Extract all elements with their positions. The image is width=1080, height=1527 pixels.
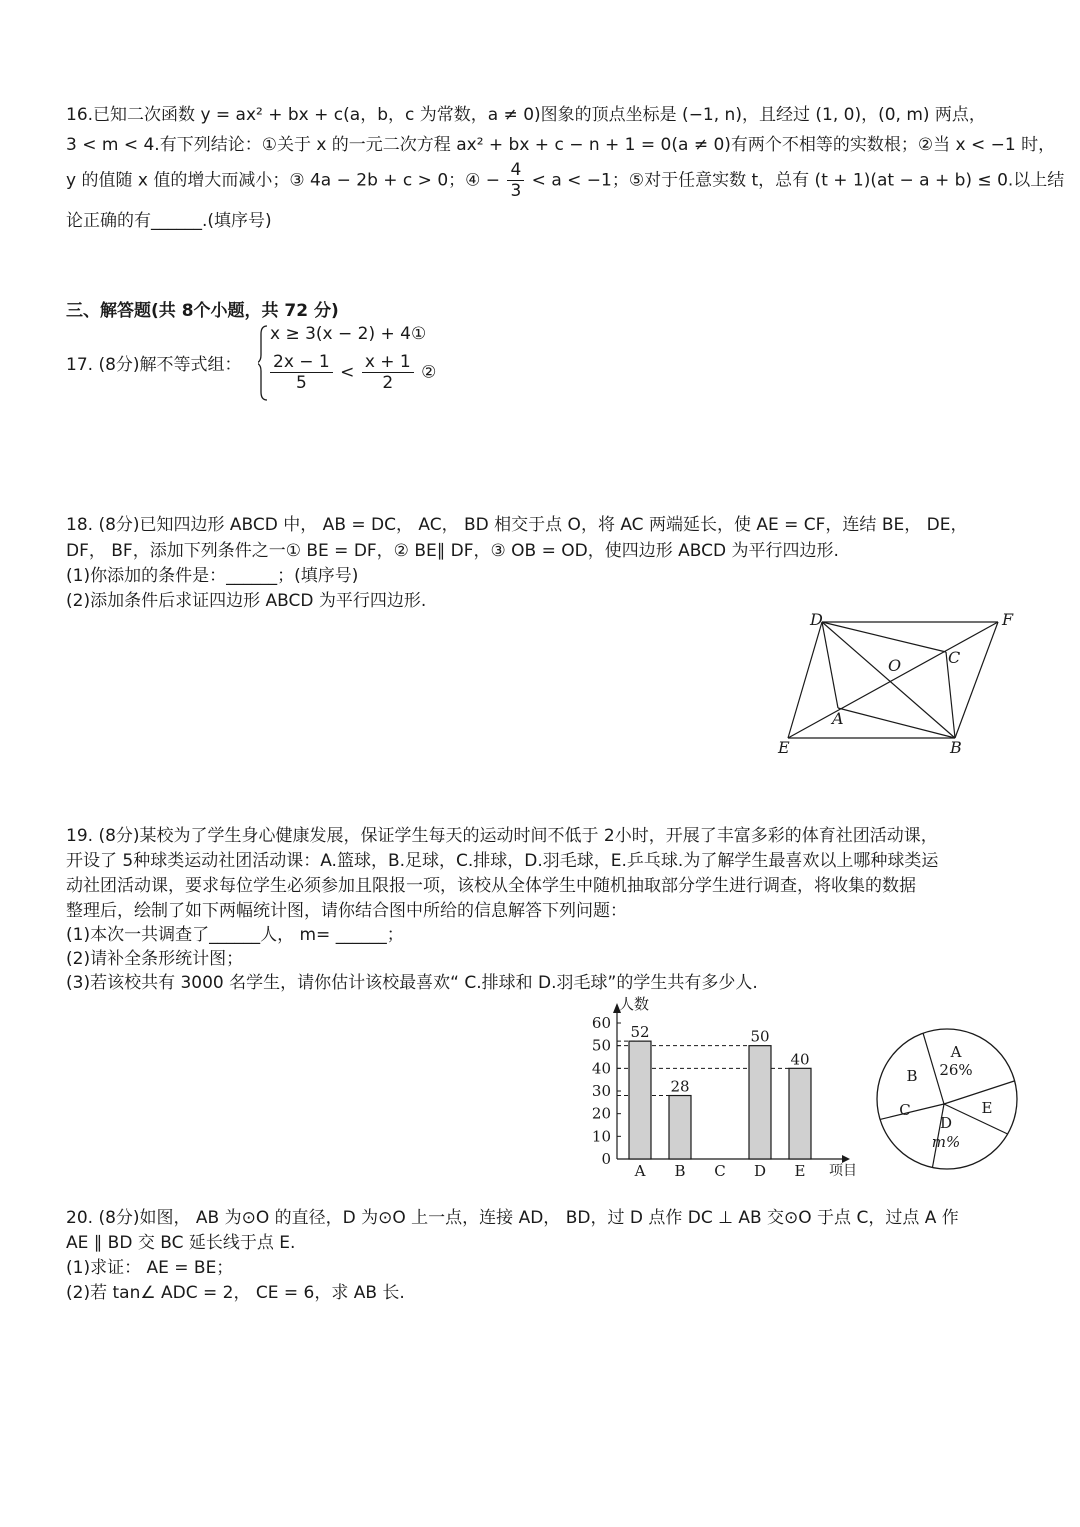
edge-DA: [822, 622, 838, 708]
q19-line4: 整理后，绘制了如下两幅统计图，请你结合图中所给的信息解答下列问题：: [66, 901, 627, 921]
q17-op: <: [340, 362, 355, 383]
label-F: F: [1002, 610, 1014, 629]
q19-line5: (1)本次一共调查了______人， m= ______；: [66, 925, 404, 945]
q17-frac1-num: 2x − 1: [270, 352, 333, 373]
q18-line1: 18. (8分)已知四边形 ABCD 中， AB = DC， AC， BD 相交于点 O，将 AC 两端延长，使 AE = CF，连结 BE， DE，: [66, 515, 968, 535]
x-tick-label: D: [753, 1162, 767, 1180]
q18-line3: (1)你添加的条件是：______；(填序号): [66, 566, 359, 586]
x-tick-label: C: [714, 1162, 726, 1180]
y-axis-title: 人数: [619, 995, 650, 1013]
pie-slice-label-A: A: [950, 1043, 962, 1061]
x-tick-label: B: [674, 1162, 686, 1180]
label-O: O: [888, 656, 902, 675]
pie-slice-value-A: 26%: [939, 1061, 973, 1079]
q16-line1: 16.已知二次函数 y = ax² + bx + c(a，b，c 为常数，a ≠ 0)图象的顶点坐标是 (−1, n)，且经过 (1, 0)，(0, m) 两点，: [66, 105, 986, 125]
label-E: E: [778, 738, 790, 757]
q16-fraction-den: 3: [510, 181, 522, 201]
bar-E: [789, 1068, 811, 1159]
bar-B: [669, 1096, 691, 1159]
y-tick-label: 60: [591, 1014, 611, 1032]
q20-line3: (1)求证： AE = BE；: [66, 1258, 234, 1278]
y-tick-label: 10: [591, 1127, 611, 1146]
q16-fraction: [507, 160, 524, 201]
x-axis-arrow: [842, 1155, 850, 1163]
y-tick-label: 20: [591, 1104, 611, 1123]
q16-line3-part-b: < a < −1；⑤对于任意实数 t，总有 (t + 1)(at − a + b) ≤ 0.以上结: [531, 170, 1065, 191]
q20-line4: (2)若 tan∠ ADC = 2， CE = 6，求 AB 长.: [66, 1283, 405, 1303]
q17-frac1-den: 5: [295, 373, 307, 393]
pie-chart: [870, 1022, 1025, 1177]
y-tick-label: 0: [601, 1150, 611, 1168]
bar-label-E: 40: [790, 1050, 810, 1069]
q17-tag: ②: [421, 362, 437, 383]
q17-frac2: [362, 352, 414, 393]
pie-slice-label-E: E: [981, 1099, 993, 1117]
pie-slice-label-D: D: [939, 1114, 953, 1132]
q16-line3: [66, 160, 1064, 201]
q18-line2: DF， BF，添加下列条件之一① BE = DF，② BE∥ DF，③ OB = OD，使四边形 ABCD 为平行四边形.: [66, 541, 839, 561]
pie-slice-label-C: C: [899, 1101, 911, 1119]
bar-label-D: 50: [750, 1027, 770, 1046]
q17-frac2-num: x + 1: [362, 352, 414, 373]
x-tick-label: E: [794, 1162, 806, 1180]
label-B: B: [950, 738, 962, 757]
q17-ineq1: x ≥ 3(x − 2) + 4①: [270, 324, 427, 344]
q20-line2: AE ∥ BD 交 BC 延长线于点 E.: [66, 1233, 296, 1253]
q19-line7: (3)若该校共有 3000 名学生，请你估计该校最喜欢“ C.排球和 D.羽毛球”的学生共有多少人.: [66, 973, 758, 993]
pie-slice-label-B: B: [906, 1067, 918, 1085]
q17-label: 17. (8分)解不等式组：: [66, 355, 242, 375]
section-heading: 三、解答题(共 8个小题，共 72 分): [66, 301, 339, 321]
bar-chart: [585, 993, 860, 1185]
q18-figure: [770, 605, 1030, 765]
q17-frac1: [270, 352, 333, 393]
edge-ED: [788, 622, 822, 738]
q16-line3-part-a: y 的值随 x 值的增大而减小；③ 4a − 2b + c > 0；④ −: [66, 170, 501, 191]
label-D: D: [810, 610, 823, 629]
label-A: A: [832, 709, 844, 728]
x-axis-title: 项目: [829, 1163, 857, 1179]
q17-ineq2: [268, 352, 436, 393]
pie-slice-value-D: m%: [931, 1133, 961, 1151]
y-tick-label: 40: [591, 1059, 611, 1078]
q19-line2: 开设了 5种球类运动社团活动课：A.篮球，B.足球，C.排球，D.羽毛球，E.乒乓球.为了解学生最喜欢以上哪种球类运: [66, 851, 939, 871]
y-tick-label: 50: [591, 1036, 611, 1055]
x-tick-label: A: [634, 1162, 646, 1180]
y-tick-label: 30: [591, 1082, 611, 1100]
bar-label-B: 28: [670, 1077, 690, 1096]
q20-line1: 20. (8分)如图， AB 为⊙O 的直径，D 为⊙O 上一点，连接 AD， BD，过 D 点作 DC ⊥ AB 交⊙O 于点 C，过点 A 作: [66, 1208, 959, 1228]
label-C: C: [948, 648, 961, 667]
bar-D: [749, 1046, 771, 1159]
bar-label-A: 52: [630, 1023, 650, 1042]
edge-DC: [822, 622, 946, 652]
q16-fraction-num: 4: [507, 160, 524, 181]
q17-frac2-den: 2: [382, 373, 394, 393]
bar-A: [629, 1041, 651, 1159]
q19-line1: 19. (8分)某校为了学生身心健康发展，保证学生每天的运动时间不低于 2小时，开展了丰富多彩的体育社团活动课，: [66, 826, 938, 846]
q16-line4: 论正确的有______.(填序号): [66, 211, 272, 231]
q18-line4: (2)添加条件后求证四边形 ABCD 为平行四边形.: [66, 591, 427, 611]
q19-line6: (2)请补全条形统计图；: [66, 949, 244, 969]
edge-FB: [955, 622, 998, 738]
q19-line3: 动社团活动课，要求每位学生必须参加且限报一项，该校从全体学生中随机抽取部分学生进行调查，将收集的数据: [66, 876, 916, 896]
q16-line2: 3 < m < 4.有下列结论：①关于 x 的一元二次方程 ax² + bx + c − n + 1 = 0(a ≠ 0)有两个不相等的实数根；②当 x < −1 时，: [66, 135, 1056, 155]
